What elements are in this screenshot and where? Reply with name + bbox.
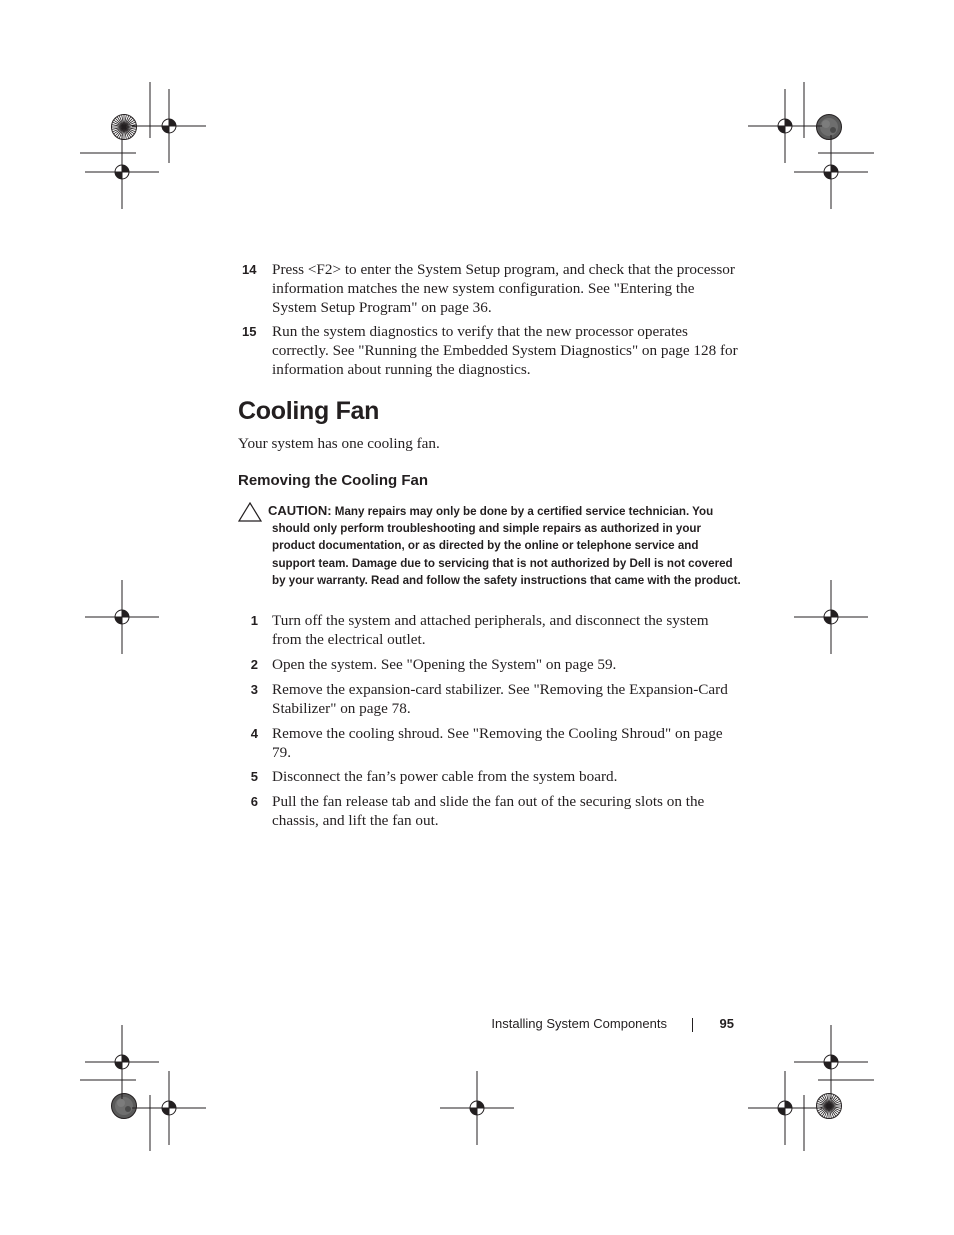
section-intro: Your system has one cooling fan. bbox=[238, 435, 440, 452]
step-number: 15 bbox=[242, 324, 257, 339]
footer-divider bbox=[692, 1018, 693, 1032]
step-number: 5 bbox=[250, 769, 258, 784]
step-text: Disconnect the fan’s power cable from the system board. bbox=[272, 768, 618, 785]
step-text: Run the system diagnostics to verify that the new processor operates correctly. See "Running the Embedded System Diagnostics" on page 128 for information about running the diagnostics. bbox=[272, 323, 738, 378]
subsection-title: Removing the Cooling Fan bbox=[238, 472, 428, 489]
step-15 bbox=[238, 322, 738, 379]
step-text: Remove the expansion-card stabilizer. See "Removing the Expansion-Card Stabilizer" on page 78. bbox=[272, 681, 728, 717]
step-1 bbox=[238, 611, 738, 649]
caution-text: Many repairs may only be done by a certified service technician. You should only perform troubleshooting and simple repairs as authorized in your product documentation, or as directed by the online or telephone service and support team. Damage due to servicing that is not authorized by Dell is not covered by your warranty. Read and follow the safety instructions that came with the product. bbox=[272, 505, 741, 587]
step-text: Remove the cooling shroud. See "Removing the Cooling Shroud" on page 79. bbox=[272, 725, 723, 761]
step-number: 4 bbox=[250, 726, 258, 741]
step-number: 14 bbox=[242, 262, 257, 277]
section-title: Cooling Fan bbox=[238, 397, 380, 425]
step-2 bbox=[238, 655, 738, 674]
step-number: 2 bbox=[250, 657, 258, 672]
caution-icon bbox=[238, 502, 262, 522]
step-text: Turn off the system and attached peripherals, and disconnect the system from the electrical outlet. bbox=[272, 612, 709, 648]
step-number: 1 bbox=[250, 613, 258, 628]
page-number: 95 bbox=[719, 1016, 734, 1031]
step-text: Open the system. See "Opening the System" on page 59. bbox=[272, 656, 617, 673]
caution-note bbox=[268, 502, 742, 589]
footer-section-title: Installing System Components bbox=[491, 1016, 667, 1031]
step-14 bbox=[238, 260, 738, 317]
step-number: 6 bbox=[250, 794, 258, 809]
step-text: Press <F2> to enter the System Setup program, and check that the processor information matches the new system configuration. See "Entering the System Setup Program" on page 36. bbox=[272, 261, 735, 316]
caution-label: CAUTION: bbox=[268, 503, 332, 518]
step-3 bbox=[238, 680, 738, 718]
step-6 bbox=[238, 792, 738, 830]
step-text: Pull the fan release tab and slide the fan out of the securing slots on the chassis, and lift the fan out. bbox=[272, 793, 705, 829]
step-number: 3 bbox=[250, 682, 258, 697]
step-4 bbox=[238, 724, 738, 762]
step-5 bbox=[238, 767, 738, 786]
